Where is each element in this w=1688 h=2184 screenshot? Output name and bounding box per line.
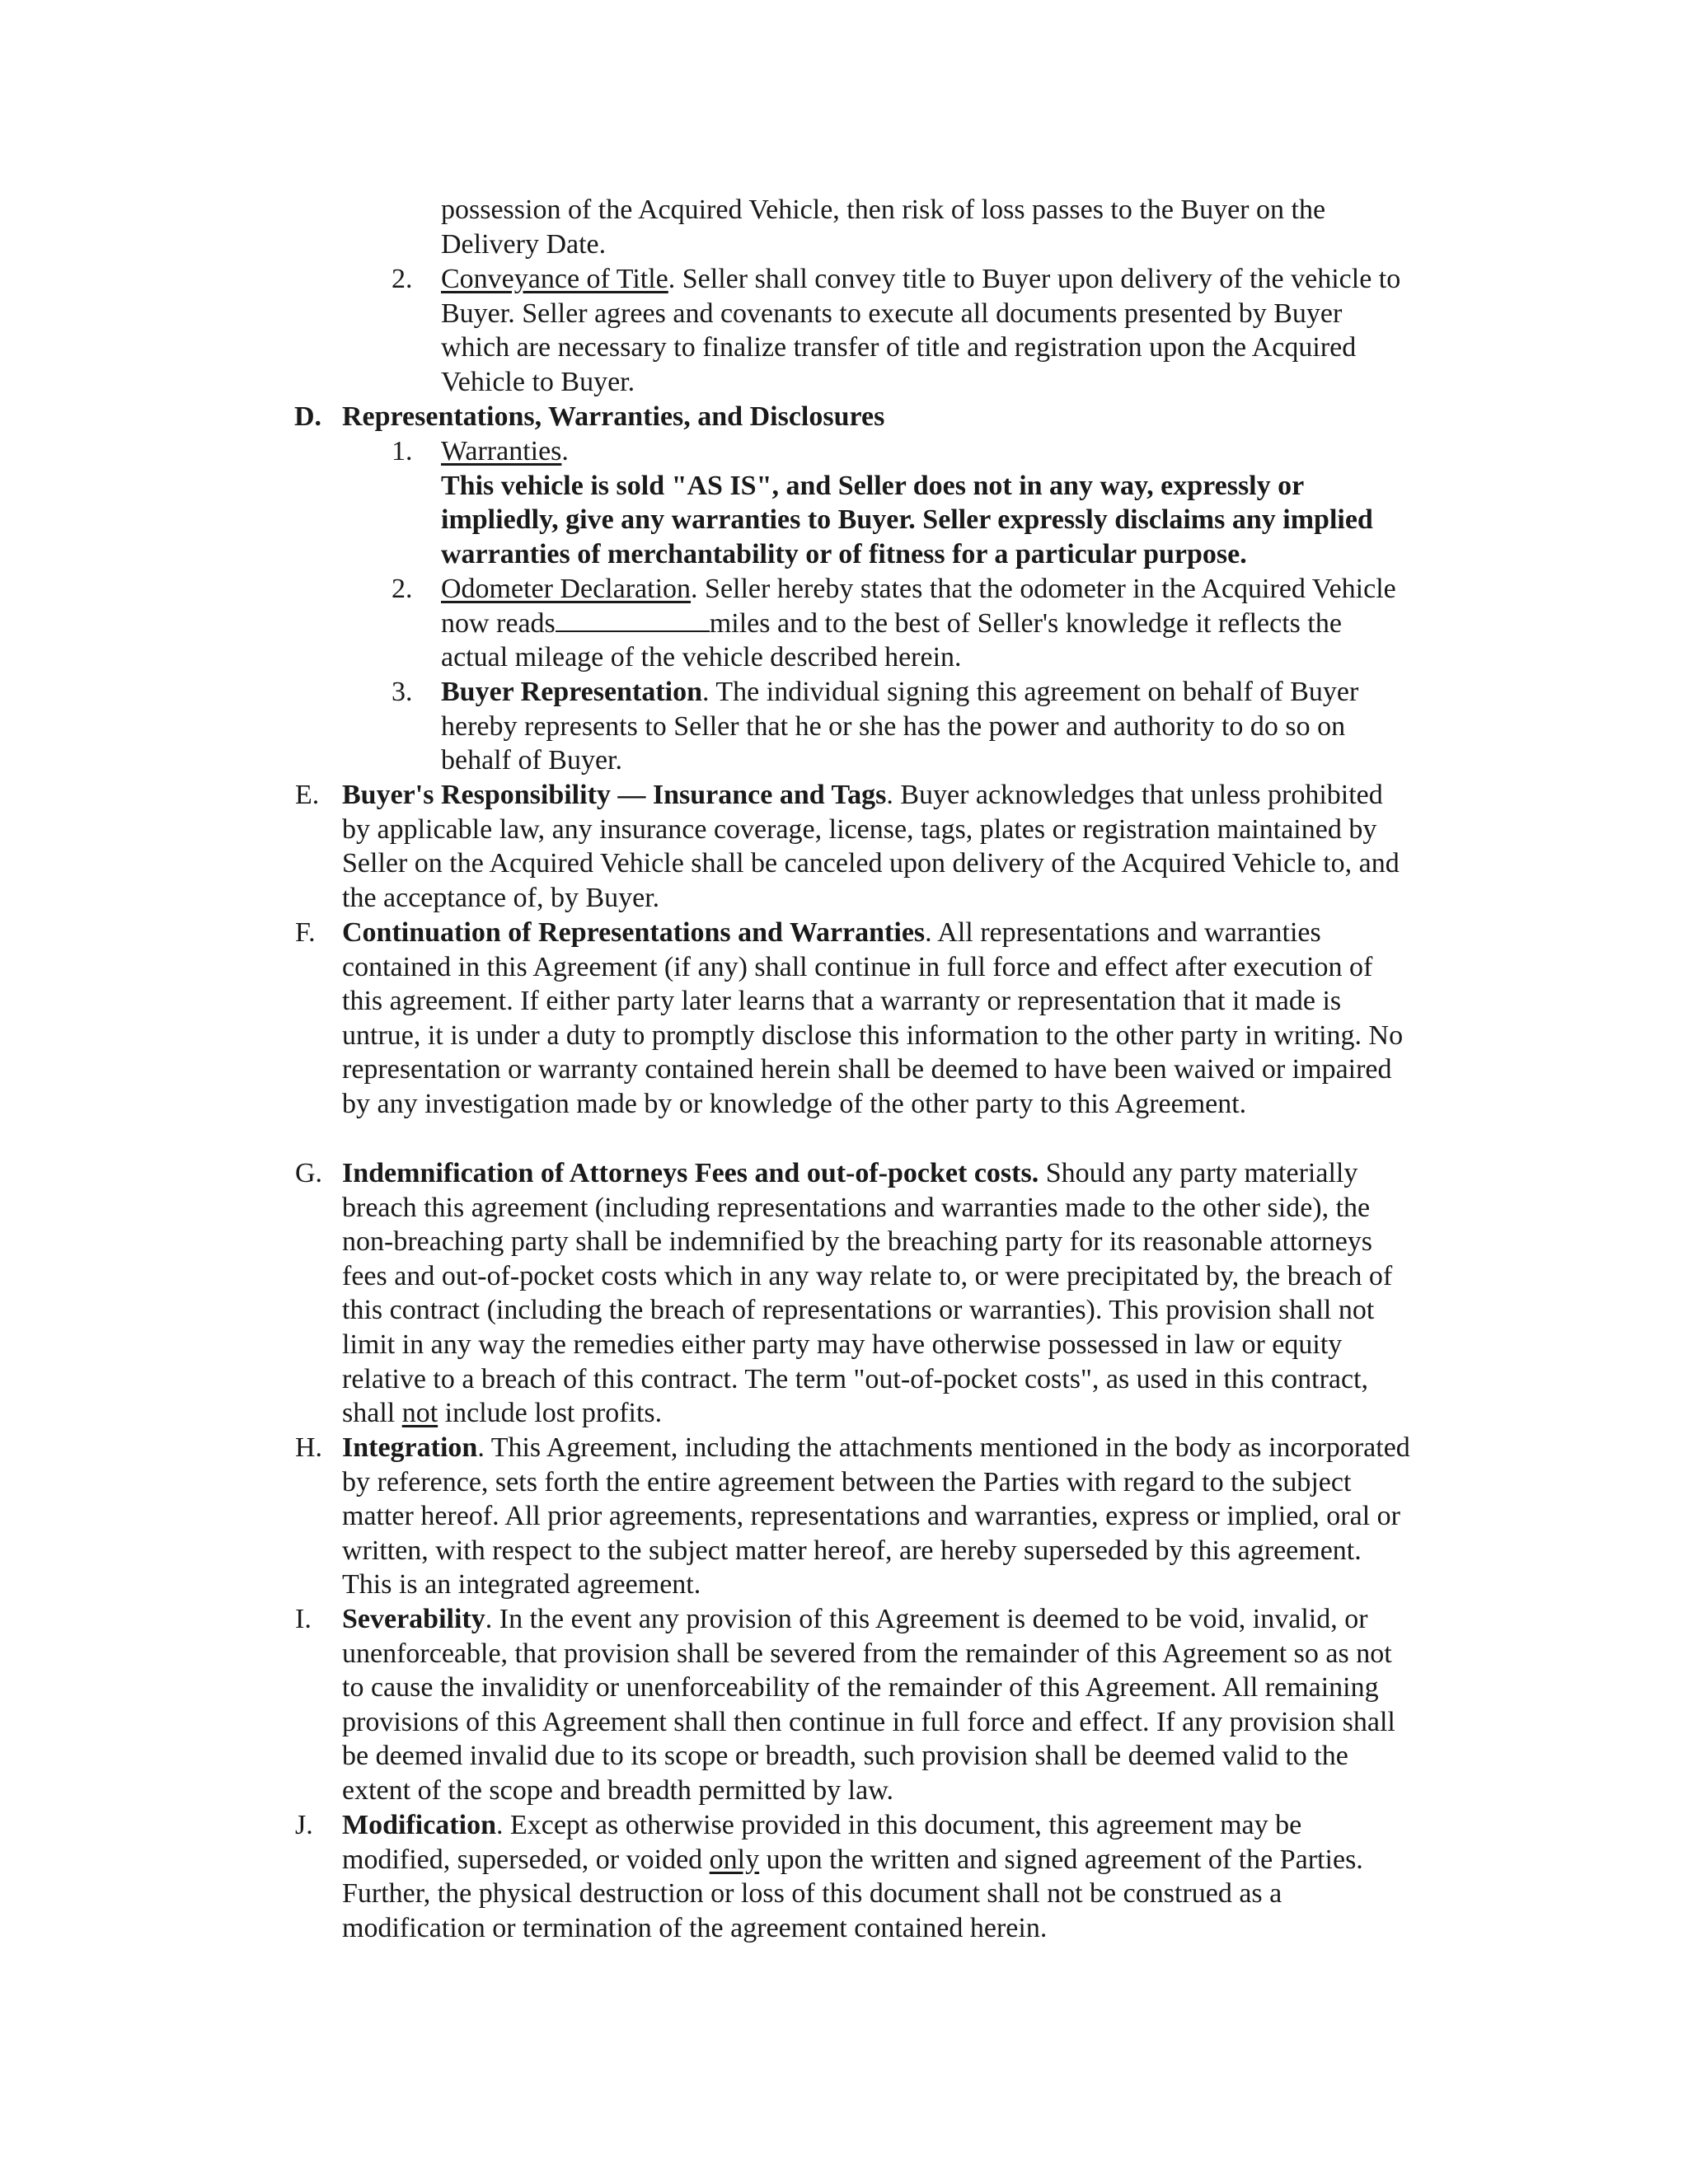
clause-number: 3. bbox=[392, 677, 413, 707]
section-g-indemnification: G. Indemnification of Attorneys Fees and out-of-pocket costs. Should any party materially breach this agreement (including representations and warranties made to the other side), the non-breaching party shall be indemnified by the breaching party for its reasonable attorneys fees and out-of-pocket costs which in any way relate to, or were precipitated by, the breach of this contract (including the breach of representations or warranties). This provision shall not limit in any way the remedies either party may have otherwise possessed in law or equity relative to a breach of this contract. The term "out-of-pocket costs", as used in this contract, shall not include lost profits. bbox=[295, 1158, 1393, 1429]
section-title: Severability bbox=[342, 1604, 485, 1634]
odometer-miles-blank-field[interactable] bbox=[556, 607, 710, 632]
emphasis-only: only bbox=[709, 1844, 760, 1875]
clause-title: Buyer Representation bbox=[441, 677, 703, 707]
section-label: E. bbox=[295, 780, 320, 810]
section-text: . This Agreement, including the attachments mentioned in the body as incorporated by reference, sets forth the entire agreement between the Parties with regard to the subject matter hereof. All prior agreements, representations and warranties, express or implied, oral or written, with respect to the subject matter hereof, are hereby superseded by this agreement. This is an integrated agreement. bbox=[342, 1432, 1410, 1601]
emphasis-not: not bbox=[401, 1398, 438, 1429]
section-title: Indemnification of Attorneys Fees and out-of-pocket costs. bbox=[342, 1158, 1039, 1188]
as-is-disclaimer: This vehicle is sold "AS IS", and Seller does not in any way, expressly or impliedly, give any warranties to Buyer. Seller expressly disclaims any implied warranties of merchantability or of fitness for a particular purpose. bbox=[441, 470, 1373, 569]
section-label: F. bbox=[295, 917, 316, 948]
section-title: Modification bbox=[342, 1810, 496, 1840]
clause-d3-buyer-representation bbox=[392, 675, 1414, 778]
clause-number: 2. bbox=[392, 264, 413, 294]
section-text: . All representations and warranties contained in this Agreement (if any) shall continue in full force and effect after execution of this agreement. If either party later learns that a warranty or representation that it made is untrue, it is under a duty to promptly disclose this information to the other party in writing. No representation or warranty contained herein shall be deemed to have been waived or impaired by any investigation made by or knowledge of the other party to this Agreement. bbox=[342, 917, 1404, 1119]
section-label: G. bbox=[295, 1158, 323, 1188]
clause-title: Warranties bbox=[441, 436, 562, 466]
section-title: Representations, Warranties, and Disclosures bbox=[342, 401, 885, 432]
clause-text: . The individual signing this agreement on behalf of Buyer hereby represents to Seller that he or she has the power and authority to do so on behalf of Buyer. bbox=[441, 677, 1359, 776]
clause-c2-conveyance-of-title bbox=[392, 262, 1414, 399]
section-label: D. bbox=[294, 401, 322, 432]
clause-number: 1. bbox=[392, 436, 413, 466]
clause-title: Conveyance of Title bbox=[441, 264, 668, 294]
clause-d2-odometer-declaration: 2. Odometer Declaration. Seller hereby states that the odometer in the Acquired Vehicle now reads miles and to the best of Seller's knowledge it reflects the actual mileage of the vehicle described herein. bbox=[392, 574, 1396, 673]
clause-d1-warranties: 1. Warranties. This vehicle is sold "AS IS", and Seller does not in any way, expressly or impliedly, give any warranties to Buyer. Seller expressly disclaims any implied warranties of merchantability or of fitness for a particular purpose. bbox=[441, 434, 1414, 571]
clause-number: 2. bbox=[392, 574, 413, 604]
section-label: I. bbox=[295, 1604, 312, 1634]
section-e-buyers-responsibility bbox=[295, 778, 1414, 915]
section-title: Integration bbox=[342, 1432, 478, 1463]
section-i-severability bbox=[295, 1602, 1414, 1808]
section-d-heading bbox=[294, 400, 1414, 434]
section-h-integration bbox=[295, 1431, 1414, 1602]
continuation-paragraph: possession of the Acquired Vehicle, then risk of loss passes to the Buyer on the Delivery Date. bbox=[441, 194, 1326, 260]
section-text: . In the event any provision of this Agreement is deemed to be void, invalid, or unenforceable, that provision shall be severed from the remainder of this Agreement so as not to cause the invalidity or unenforceability of the remainder of this Agreement. All remaining provisions of this Agreement shall then continue in full force and effect. If any provision shall be deemed invalid due to its scope or breadth, such provision shall be deemed valid to the extent of the scope and breadth permitted by law. bbox=[342, 1604, 1395, 1806]
clause-text: . Seller shall convey title to Buyer upon delivery of the vehicle to Buyer. Seller agrees and covenants to execute all documents presented by Buyer which are necessary to finalize transfer of title and registration upon the Acquired Vehicle to Buyer. bbox=[441, 264, 1401, 397]
section-title: Continuation of Representations and Warranties bbox=[342, 917, 926, 948]
section-label: J. bbox=[295, 1810, 313, 1840]
section-j-modification: J. Modification. Except as otherwise provided in this document, this agreement may be modified, superseded, or voided only upon the written and signed agreement of the Parties. Further, the physical destruction or loss of this document shall not be construed as a modification or termination of the agreement contained herein. bbox=[295, 1810, 1363, 1943]
clause-title: Odometer Declaration bbox=[441, 574, 692, 604]
section-text: . Buyer acknowledges that unless prohibited by applicable law, any insurance coverage, license, tags, plates or registration maintained by Seller on the Acquired Vehicle shall be canceled upon delivery of the Acquired Vehicle to, and the acceptance of, by Buyer. bbox=[342, 780, 1400, 913]
section-label: H. bbox=[295, 1432, 323, 1463]
section-title: Buyer's Responsibility — Insurance and Tags bbox=[342, 780, 887, 810]
section-text: . Except as otherwise provided in this document, this agreement may be modified, superseded, or voided bbox=[342, 1810, 1302, 1875]
section-f-continuation bbox=[295, 916, 1414, 1122]
section-text: Should any party materially breach this agreement (including representations and warranties made to the other side), the non-breaching party shall be indemnified by the breaching party for its reasonable attorneys fees and out-of-pocket costs which in any way relate to, or were precipitated by, the breach of this contract (including the breach of representations or warranties). This provision shall not limit in any way the remedies either party may have otherwise possessed in law or equity relative to a breach of this contract. The term "out-of-pocket costs", as used in this contract, shall bbox=[342, 1158, 1393, 1429]
